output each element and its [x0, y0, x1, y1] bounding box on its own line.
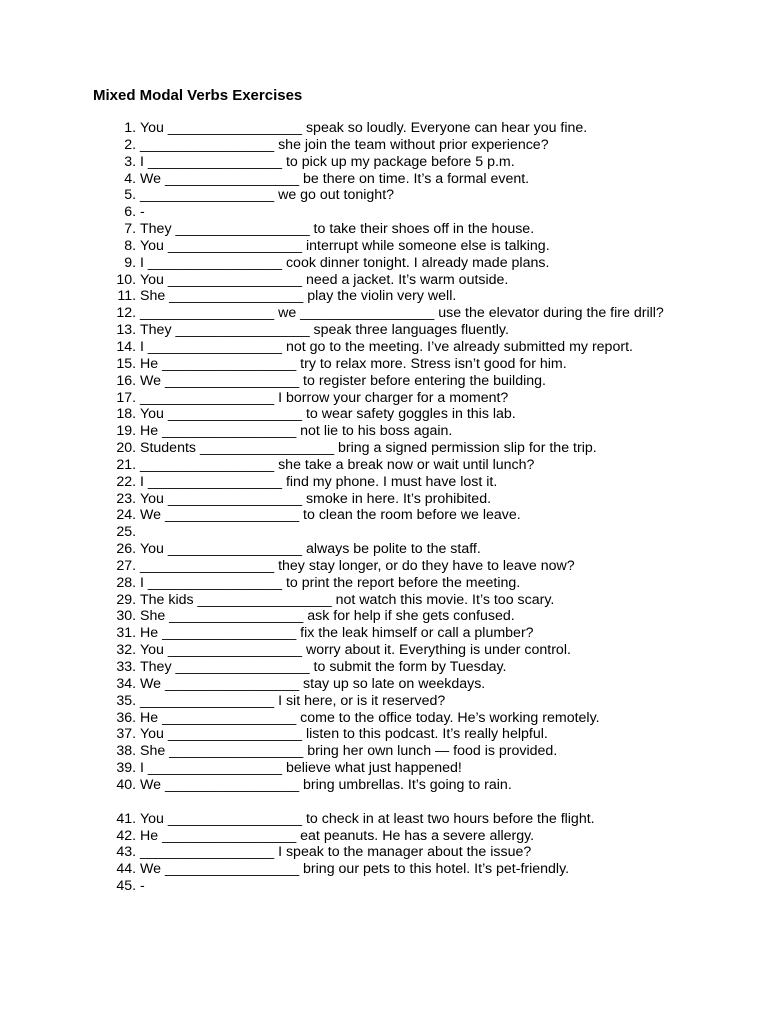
list-item — [100, 373, 700, 390]
item-number: 31. — [116, 625, 140, 642]
item-number: 8. — [124, 237, 140, 254]
item-number: 40. — [116, 776, 140, 793]
item-text: You _________________ interrupt while someone else is talking. — [140, 237, 550, 254]
item-text: We _________________ bring umbrellas. It’s going to rain. — [140, 776, 512, 793]
item-number: 26. — [116, 541, 140, 558]
list-item — [100, 204, 700, 221]
list-item — [100, 608, 700, 625]
list-item — [100, 659, 700, 676]
list-item — [100, 828, 700, 845]
item-number: 42. — [116, 827, 140, 844]
item-number: 12. — [116, 305, 140, 322]
list-item — [100, 507, 700, 524]
item-number: 20. — [116, 440, 140, 457]
item-number: 45. — [116, 878, 140, 895]
list-item — [100, 457, 700, 474]
item-number: 3. — [124, 153, 140, 170]
item-text: He _________________ not lie to his boss again. — [140, 423, 453, 440]
item-text: We _________________ be there on time. It’s a formal event. — [140, 170, 530, 187]
item-number: 4. — [124, 170, 140, 187]
list-item — [100, 878, 700, 895]
list-item — [100, 474, 700, 491]
list-item — [100, 288, 700, 305]
list-item — [100, 541, 700, 558]
item-number: 41. — [116, 810, 140, 827]
list-item — [100, 491, 700, 508]
item-text: You _________________ need a jacket. It’s warm outside. — [140, 271, 509, 288]
item-number: 15. — [116, 355, 140, 372]
item-number: 36. — [116, 709, 140, 726]
list-item — [100, 390, 700, 407]
item-number: 17. — [116, 389, 140, 406]
list-item — [100, 356, 700, 373]
item-text: He _________________ come to the office today. He’s working remotely. — [140, 709, 600, 726]
item-text: _________________ we go out tonight? — [140, 187, 395, 204]
list-item — [100, 743, 700, 760]
item-number: 37. — [116, 726, 140, 743]
item-text: They _________________ speak three languages fluently. — [140, 322, 509, 339]
item-text: He _________________ try to relax more. Stress isn’t good for him. — [140, 355, 567, 372]
item-number: 10. — [116, 271, 140, 288]
item-text: She _________________ ask for help if she gets confused. — [140, 608, 515, 625]
item-text: _________________ they stay longer, or do they have to leave now? — [140, 557, 575, 574]
item-text: You _________________ listen to this podcast. It’s really helpful. — [140, 726, 548, 743]
item-number: 14. — [116, 338, 140, 355]
item-text: You _________________ to wear safety goggles in this lab. — [140, 406, 516, 423]
list-item — [100, 844, 700, 861]
item-number: 30. — [116, 608, 140, 625]
list-item — [100, 524, 700, 541]
item-number: 19. — [116, 423, 140, 440]
list-item — [100, 187, 700, 204]
item-number: 16. — [116, 372, 140, 389]
item-number: 28. — [116, 574, 140, 591]
document-title: Mixed Modal Verbs Exercises — [93, 87, 303, 104]
list-item — [100, 238, 700, 255]
item-text: _________________ we _________________ use the elevator during the fire drill? — [140, 305, 664, 322]
list-gap — [100, 794, 700, 811]
item-number: 6. — [124, 204, 140, 221]
item-text: We _________________ to register before entering the building. — [140, 372, 546, 389]
item-text: _________________ she join the team without prior experience? — [140, 136, 549, 153]
list-item — [100, 255, 700, 272]
item-text: She _________________ bring her own lunch — food is provided. — [140, 743, 558, 760]
list-item — [100, 676, 700, 693]
list-item — [100, 137, 700, 154]
item-number: 44. — [116, 861, 140, 878]
item-text — [140, 524, 700, 541]
item-number: 29. — [116, 591, 140, 608]
item-number: 23. — [116, 490, 140, 507]
list-item — [100, 423, 700, 440]
item-number: 33. — [116, 659, 140, 675]
item-text: I _________________ find my phone. I must have lost it. — [140, 473, 498, 490]
list-item — [100, 777, 700, 794]
item-text: You _________________ to check in at least two hours before the flight. — [140, 810, 595, 827]
list-item — [100, 171, 700, 188]
list-item — [100, 693, 700, 710]
item-text: They _________________ to take their shoes off in the house. — [140, 221, 535, 238]
item-text: _________________ I speak to the manager about the issue? — [140, 844, 532, 861]
item-number: 21. — [116, 456, 140, 473]
item-number: 9. — [124, 254, 140, 271]
item-number: 5. — [124, 187, 140, 204]
list-item — [100, 726, 700, 743]
item-text: I _________________ to pick up my package before 5 p.m. — [140, 153, 515, 170]
item-text: I _________________ cook dinner tonight. I already made plans. — [140, 254, 550, 271]
item-text: You _________________ worry about it. Everything is under control. — [140, 642, 571, 659]
list-item — [100, 221, 700, 238]
item-number: 34. — [116, 675, 140, 692]
list-item — [100, 811, 700, 828]
list-item — [100, 575, 700, 592]
item-text: I _________________ believe what just happened! — [140, 760, 462, 777]
item-text: They _________________ to submit the form by Tuesday. — [140, 659, 507, 675]
item-text: You _________________ speak so loudly. Everyone can hear you fine. — [140, 120, 588, 136]
item-text: He _________________ fix the leak himself or call a plumber? — [140, 625, 534, 642]
item-text: _________________ I borrow your charger for a moment? — [140, 389, 509, 406]
list-item — [100, 625, 700, 642]
item-number: 2. — [124, 136, 140, 153]
list-item — [100, 642, 700, 659]
item-text: _________________ I sit here, or is it reserved? — [140, 692, 446, 709]
item-number: 32. — [116, 642, 140, 659]
item-text: He _________________ eat peanuts. He has a severe allergy. — [140, 827, 535, 844]
exercise-list — [100, 120, 700, 895]
list-item — [100, 154, 700, 171]
item-text: I _________________ to print the report before the meeting. — [140, 574, 521, 591]
item-text: You _________________ always be polite to the staff. — [140, 541, 481, 558]
item-number: 11. — [117, 288, 140, 305]
item-text: _________________ she take a break now or wait until lunch? — [140, 456, 535, 473]
list-item — [100, 322, 700, 339]
item-text: - — [140, 204, 145, 221]
item-text: We _________________ bring our pets to this hotel. It’s pet-friendly. — [140, 861, 570, 878]
item-text: You _________________ smoke in here. It’s prohibited. — [140, 490, 492, 507]
list-item — [100, 710, 700, 727]
list-item — [100, 120, 700, 137]
item-number: 7. — [124, 221, 140, 238]
item-text: We _________________ to clean the room before we leave. — [140, 507, 521, 524]
item-number: 13. — [116, 322, 140, 339]
item-text: She _________________ play the violin very well. — [140, 288, 457, 305]
list-item — [100, 558, 700, 575]
item-number: 22. — [116, 473, 140, 490]
item-number: 43. — [116, 844, 140, 861]
list-item — [100, 406, 700, 423]
item-text: - — [140, 878, 145, 895]
list-item — [100, 272, 700, 289]
item-number: 39. — [116, 760, 140, 777]
item-number: 25. — [116, 524, 140, 541]
item-number: 38. — [116, 743, 140, 760]
item-number: 27. — [116, 557, 140, 574]
item-text: The kids _________________ not watch this movie. It’s too scary. — [140, 591, 555, 608]
list-item — [100, 305, 700, 322]
list-item — [100, 760, 700, 777]
item-number: 1. — [124, 120, 140, 136]
item-text: Students _________________ bring a signed permission slip for the trip. — [140, 440, 597, 457]
list-item — [100, 861, 700, 878]
list-item — [100, 592, 700, 609]
item-text: I _________________ not go to the meeting. I’ve already submitted my report. — [140, 338, 633, 355]
item-number: 18. — [116, 406, 140, 423]
item-text: We _________________ stay up so late on weekdays. — [140, 675, 486, 692]
list-item — [100, 440, 700, 457]
item-number: 24. — [116, 507, 140, 524]
item-number: 35. — [116, 692, 140, 709]
list-item — [100, 339, 700, 356]
